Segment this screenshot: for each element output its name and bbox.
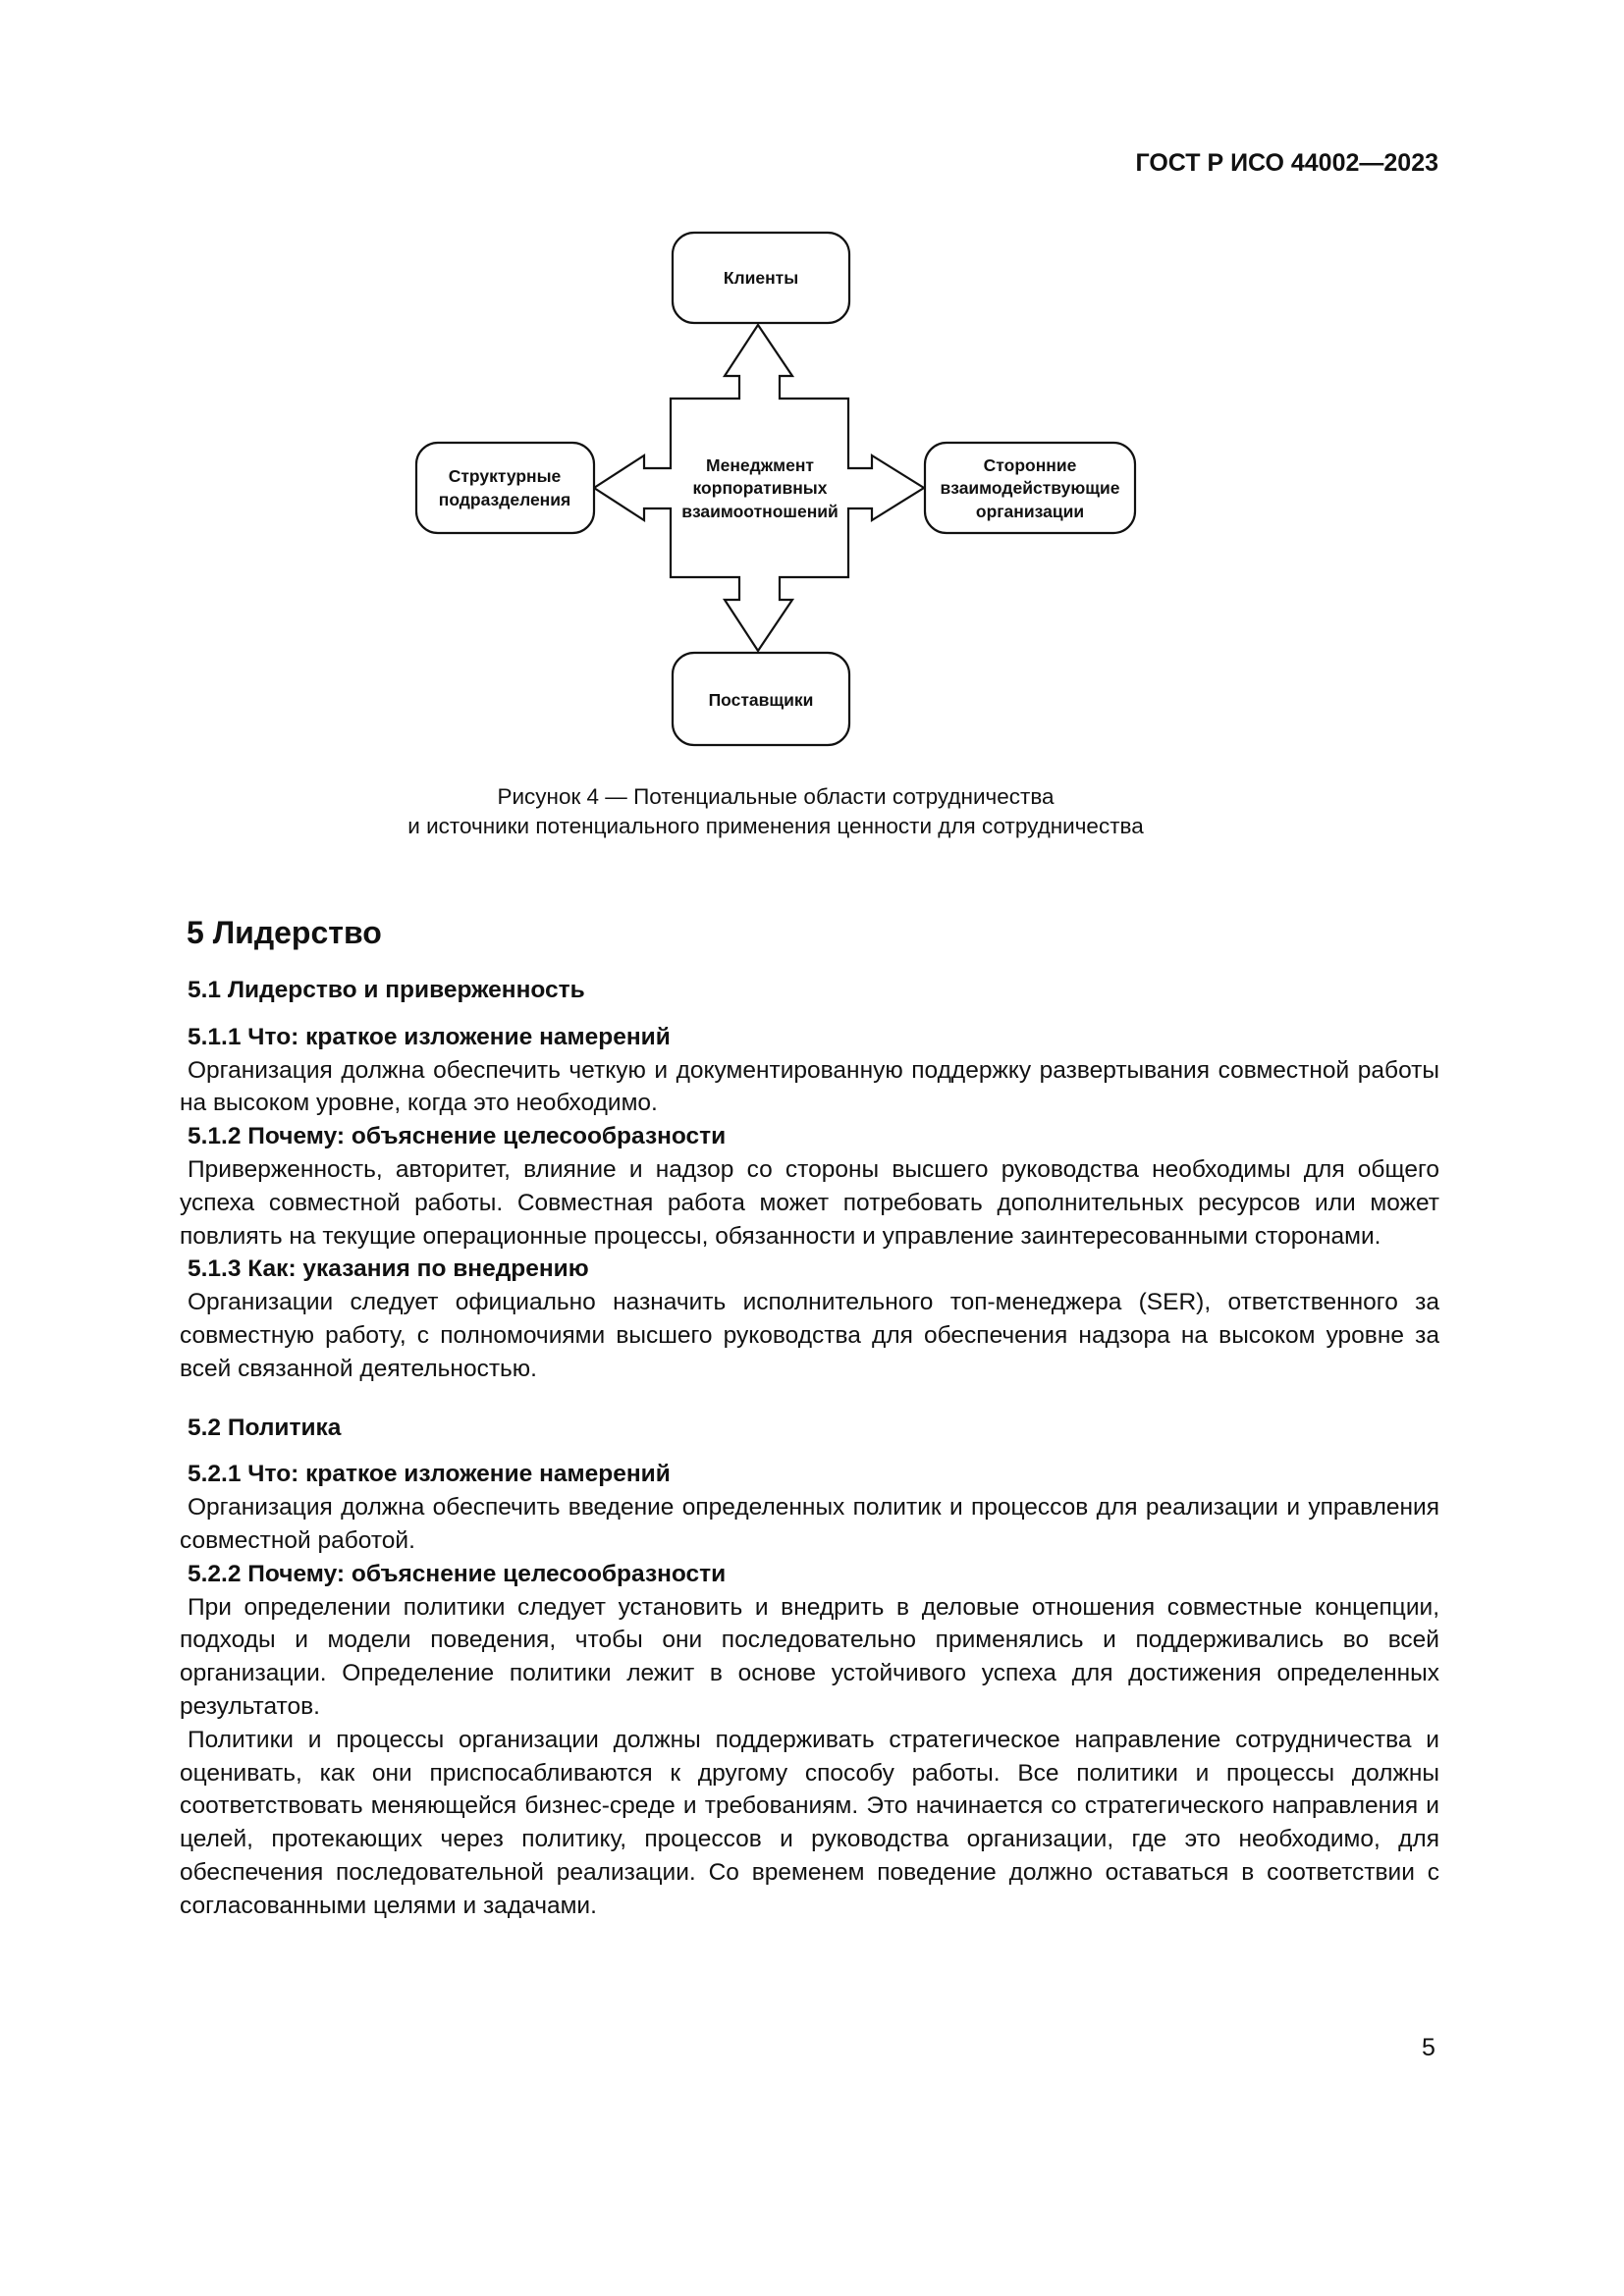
paragraph-5-1-1: Организация должна обеспечить четкую и документированную поддержку развертывания совместной работы на высоком уровне, когда это необходимо. [180,1056,1439,1117]
heading-5-2-1: 5.2.1 Что: краткое изложение намерений [188,1461,671,1488]
center-label-2: корпоративных [692,478,828,498]
box-departments [416,443,594,533]
heading-5-2-2: 5.2.2 Почему: объяснение целесообразности [188,1560,727,1587]
caption-line-1: Рисунок 4 — Потенциальные области сотрудничества [497,784,1055,809]
clients-label: Клиенты [723,268,799,288]
center-label-3: взаимоотношений [681,502,839,521]
subsection-heading-5-2: 5.2 Политика [188,1414,342,1441]
subsection-heading-5-1: 5.1 Лидерство и приверженность [188,977,585,1003]
paragraph-5-2-1: Организация должна обеспечить введение определенных политик и процессов для реализации и управления совместной работой. [180,1494,1439,1554]
figure-caption [285,782,1267,841]
departments-label-2: подразделения [438,490,571,509]
paragraph-5-1-3: Организации следует официально назначить исполнительного топ-менеджера (SER), ответственного за совместную работу, с полномочиями высшего руководства для обеспечения надзора на высоком уровне за всей связанной деятельностью. [180,1289,1439,1382]
caption-line-2: и источники потенциального применения ценности для сотрудничества [407,814,1144,838]
heading-5-1-3: 5.1.3 Как: указания по внедрению [188,1255,589,1283]
paragraph-5-1-2: Приверженность, авторитет, влияние и надзор со стороны высшего руководства необходимы для общего успеха совместной работы. Совместная работа может потребовать дополнительных ресурсов или может повлиять на текущие операционные процессы, обязанности и управление заинтересованными сторонами. [180,1155,1439,1250]
section-heading: 5 Лидерство [187,915,382,950]
external-label-3: организации [975,502,1085,521]
suppliers-label: Поставщики [708,690,814,710]
external-label-1: Сторонние [983,455,1077,475]
section-5-body [180,913,1439,1923]
departments-label-1: Структурные [448,466,562,486]
heading-5-1-2: 5.1.2 Почему: объяснение целесообразности [188,1123,727,1150]
paragraph-5-2-2b: Политики и процессы организации должны поддерживать стратегическое направление сотрудничества и оценивать, как они приспосабливаются к другому способу работы. Все политики и процессы должны соответствовать меняющейся бизнес-среде и требованиям. Это начинается со стратегического направления и целей, протекающих через политику, процессов и руководства организации, где это необходимо, для обеспечения последовательной реализации. Со временем поведение должно оставаться в соответствии с согласованными целями и задачами. [180,1726,1439,1919]
external-label-2: взаимодействующие [940,478,1120,498]
heading-5-1-1: 5.1.1 Что: краткое изложение намерений [188,1023,671,1050]
center-label-1: Менеджмент [706,455,814,475]
paragraph-5-2-2a: При определении политики следует установить и внедрить в деловые отношения совместные концепции, подходы и модели поведения, чтобы они последовательно применялись и поддерживались во всей организации. Определение политики лежит в основе устойчивого успеха для достижения определенных результатов. [180,1593,1439,1720]
document-header: ГОСТ Р ИСО 44002—2023 [1135,149,1438,177]
collaboration-diagram [0,0,1624,775]
page-number: 5 [1422,2034,1435,2061]
